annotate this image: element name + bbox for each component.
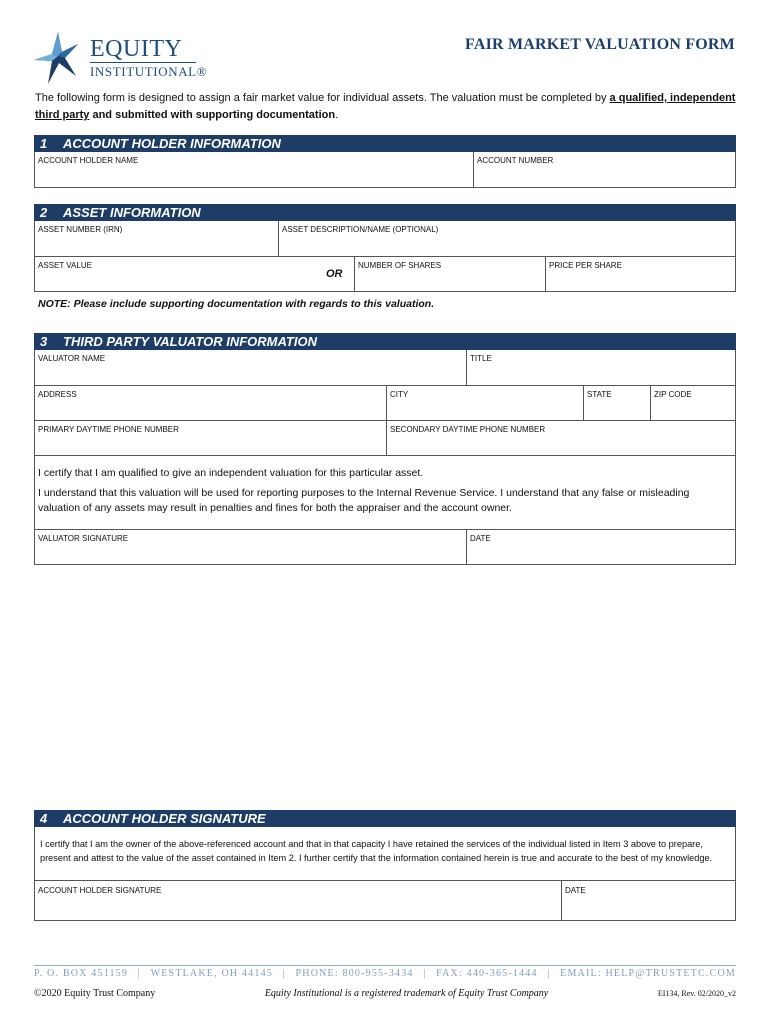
trademark-notice: Equity Institutional is a registered trademark of Equity Trust Company [264,988,549,999]
brand-name-bottom: INSTITUTIONAL® [90,64,208,79]
account-number-label: ACCOUNT NUMBER [477,156,554,165]
star-logo-icon [32,30,82,86]
form-title: FAIR MARKET VALUATION FORM [465,36,735,53]
secondary-phone-label: SECONDARY DAYTIME PHONE NUMBER [390,425,546,434]
asset-description-field[interactable] [278,221,735,256]
zip-code-field[interactable] [650,386,735,420]
section-2-title: ASSET INFORMATION [63,205,201,220]
intro-emphasis: a qualified, independent third party [35,92,736,121]
account-holder-date-label: DATE [565,886,586,895]
copyright: ©2020 Equity Trust Company [34,988,156,999]
account-holder-date-field[interactable] [561,881,735,920]
asset-description-label: ASSET DESCRIPTION/NAME (OPTIONAL) [282,225,439,234]
asset-number-field[interactable] [35,221,278,256]
section-2-row-1 [35,221,735,256]
intro-end: . [335,109,339,121]
footer-separator: | [282,968,286,979]
intro-bold: and submitted with supporting documentation [89,109,336,121]
footer-separator: | [423,968,427,979]
supporting-docs-note: NOTE: Please include supporting documentation with regards to this valuation. [38,298,435,310]
section-1-header [34,135,736,152]
footer-email: EMAIL: HELP@TRUSTETC.COM [560,968,736,979]
valuator-title-field[interactable] [466,350,735,385]
asset-number-label: ASSET NUMBER (IRN) [38,225,123,234]
certify-irs: I understand that this valuation will be used for reporting purposes to the Internal Revenue Service. I understand that any false or misleading valuation of any assets may result in penalties and fines for both the appraiser and the account owner. [38,487,690,514]
city-label: CITY [390,390,409,399]
valuator-name-field[interactable] [35,350,466,385]
secondary-phone-field[interactable] [386,421,735,455]
footer-divider [34,965,736,966]
section-4-number: 4 [40,811,48,826]
footer-bottom [34,988,736,999]
section-1-grid [34,152,736,188]
valuator-signature-field[interactable] [35,530,466,564]
section-3-row-2 [35,385,735,420]
section-2-header [34,204,736,221]
intro-text: The following form is designed to assign a fair market value for individual assets. The valuation must be completed by [35,92,610,104]
asset-value-field[interactable] [35,257,316,291]
account-holder-name-label: ACCOUNT HOLDER NAME [38,156,139,165]
company-logo [32,30,212,86]
or-label: OR [326,268,343,280]
price-per-share-label: PRICE PER SHARE [549,261,622,270]
valuator-date-field[interactable] [466,530,735,564]
valuator-title-label: TITLE [470,354,492,363]
intro-paragraph [35,90,740,124]
address-field[interactable] [35,386,386,420]
account-holder-signature-label: ACCOUNT HOLDER SIGNATURE [38,886,162,895]
valuator-name-label: VALUATOR NAME [38,354,106,363]
section-4-certification [35,827,735,880]
section-1-row [35,152,735,187]
footer-phone: PHONE: 800-955-3434 [295,968,414,979]
primary-phone-field[interactable] [35,421,386,455]
section-2-number: 2 [40,205,48,220]
zip-code-label: ZIP CODE [654,390,692,399]
state-field[interactable] [583,386,650,420]
brand-name-top: EQUITY [90,36,183,62]
section-3-header [34,333,736,350]
state-label: STATE [587,390,612,399]
form-code: EI134, Rev. 02/2020_v2 [657,989,736,998]
section-4-header [34,810,736,827]
account-number-field[interactable] [473,152,735,187]
footer-separator: | [547,968,551,979]
or-cell [316,257,354,291]
section-2-row-2 [35,256,735,291]
certify-qualified: I certify that I am qualified to give an independent valuation for this particular asset. [38,467,424,479]
footer-contact [34,968,736,979]
brand-divider [90,62,196,63]
number-of-shares-field[interactable] [354,257,545,291]
footer-city: WESTLAKE, OH 44145 [150,968,274,979]
price-per-share-field[interactable] [545,257,735,291]
section-3-number: 3 [40,334,48,349]
valuator-signature-label: VALUATOR SIGNATURE [38,534,129,543]
account-holder-signature-field[interactable] [35,881,561,920]
valuator-certification-text [35,456,735,529]
section-4-row-2 [35,880,735,920]
section-3-row-5 [35,529,735,564]
footer-po-box: P. O. BOX 451159 [34,968,129,979]
section-1-number: 1 [40,136,48,151]
primary-phone-label: PRIMARY DAYTIME PHONE NUMBER [38,425,179,434]
section-3-title: THIRD PARTY VALUATOR INFORMATION [63,334,317,349]
section-4-title: ACCOUNT HOLDER SIGNATURE [63,811,266,826]
section-4-grid [34,827,736,921]
section-3-grid [34,350,736,565]
account-holder-name-field[interactable] [35,152,473,187]
section-3-row-1 [35,350,735,385]
section-3-row-3 [35,420,735,455]
address-label: ADDRESS [38,390,77,399]
number-of-shares-label: NUMBER OF SHARES [358,261,442,270]
footer-fax: FAX: 440-365-1444 [436,968,538,979]
section-2-grid [34,221,736,292]
section-3-certification [35,455,735,529]
footer-separator: | [137,968,141,979]
section-1-title: ACCOUNT HOLDER INFORMATION [63,136,281,151]
city-field[interactable] [386,386,583,420]
asset-value-label: ASSET VALUE [38,261,92,270]
valuator-date-label: DATE [470,534,491,543]
account-holder-certification-text: I certify that I am the owner of the above-referenced account and that in that capacity I have retained the services of the individual listed in Item 3 above to prepare, present and attest to the value of the asset contained in Item 2. I further certify that the information contained herein is true and accurate to the best of my knowledge. [40,839,713,863]
